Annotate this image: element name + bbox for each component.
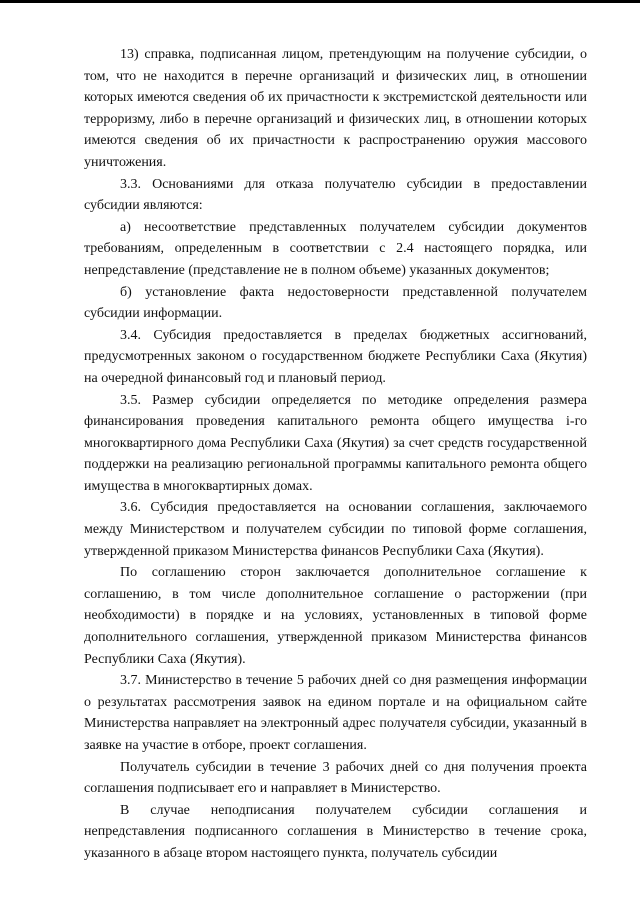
paragraph-3-7: 3.7. Министерство в течение 5 рабочих дней со дня размещения информации о результатах рассмотрения заявок на едином портале и на официальном сайте Министерства направляет на электронный адрес получателя субсидии, указанный в заявке на участие в отборе, проект соглашения. — [84, 673, 587, 753]
paragraph-item-13: 13) справка, подписанная лицом, претендующим на получение субсидии, о том, что не находится в перечне организаций и физических лиц, в отношении которых имеются сведения об их причастности к экстремистской деятельности или терроризму, либо в перечне организаций и физических лиц, в отношении которых имеются сведения об их причастности к распространению оружия массового уничтожения. — [84, 47, 587, 170]
document-page — [84, 44, 587, 865]
paragraph-3-3: 3.3. Основаниями для отказа получателю субсидии в предоставлении субсидии являются: — [84, 176, 587, 214]
top-border-line — [0, 0, 640, 3]
paragraph-3-3-a: а) несоответствие представленных получателем субсидии документов требованиям, определенным в соответствии с 2.4 настоящего порядка, или непредставление (представление не в полном объеме) указанных документов; — [84, 219, 587, 278]
paragraph-3-4: 3.4. Субсидия предоставляется в пределах бюджетных ассигнований, предусмотренных законом о государственном бюджете Республики Саха (Якутия) на очередной финансовый год и плановый период. — [84, 327, 587, 386]
paragraph-non-signing: В случае неподписания получателем субсидии соглашения и непредставления подписанного соглашения в Министерство в течение срока, указанного в абзаце втором настоящего пункта, получатель субсидии — [84, 802, 587, 861]
paragraph-3-3-b: б) установление факта недостоверности представленной получателем субсидии информации. — [84, 284, 587, 322]
paragraph-3-5: 3.5. Размер субсидии определяется по методике определения размера финансирования проведения капитального ремонта общего имущества i-го многоквартирного дома Республики Саха (Якутия) за счет средств государственной поддержки на реализацию региональной программы капитального ремонта общего имущества в многоквартирных домах. — [84, 392, 587, 494]
paragraph-additional-agreement: По соглашению сторон заключается дополнительное соглашение к соглашению, в том числе дополнительное соглашение о расторжении (при необходимости) в порядке и на условиях, установленных в типовой форме дополнительного соглашения, утвержденной приказом Министерства финансов Республики Саха (Якутия). — [84, 565, 587, 667]
paragraph-recipient-signing: Получатель субсидии в течение 3 рабочих дней со дня получения проекта соглашения подписывает его и направляет в Министерство. — [84, 759, 587, 797]
paragraph-3-6: 3.6. Субсидия предоставляется на основании соглашения, заключаемого между Министерством и получателем субсидии по типовой форме соглашения, утвержденной приказом Министерства финансов Республики Саха (Якутия). — [84, 500, 587, 559]
